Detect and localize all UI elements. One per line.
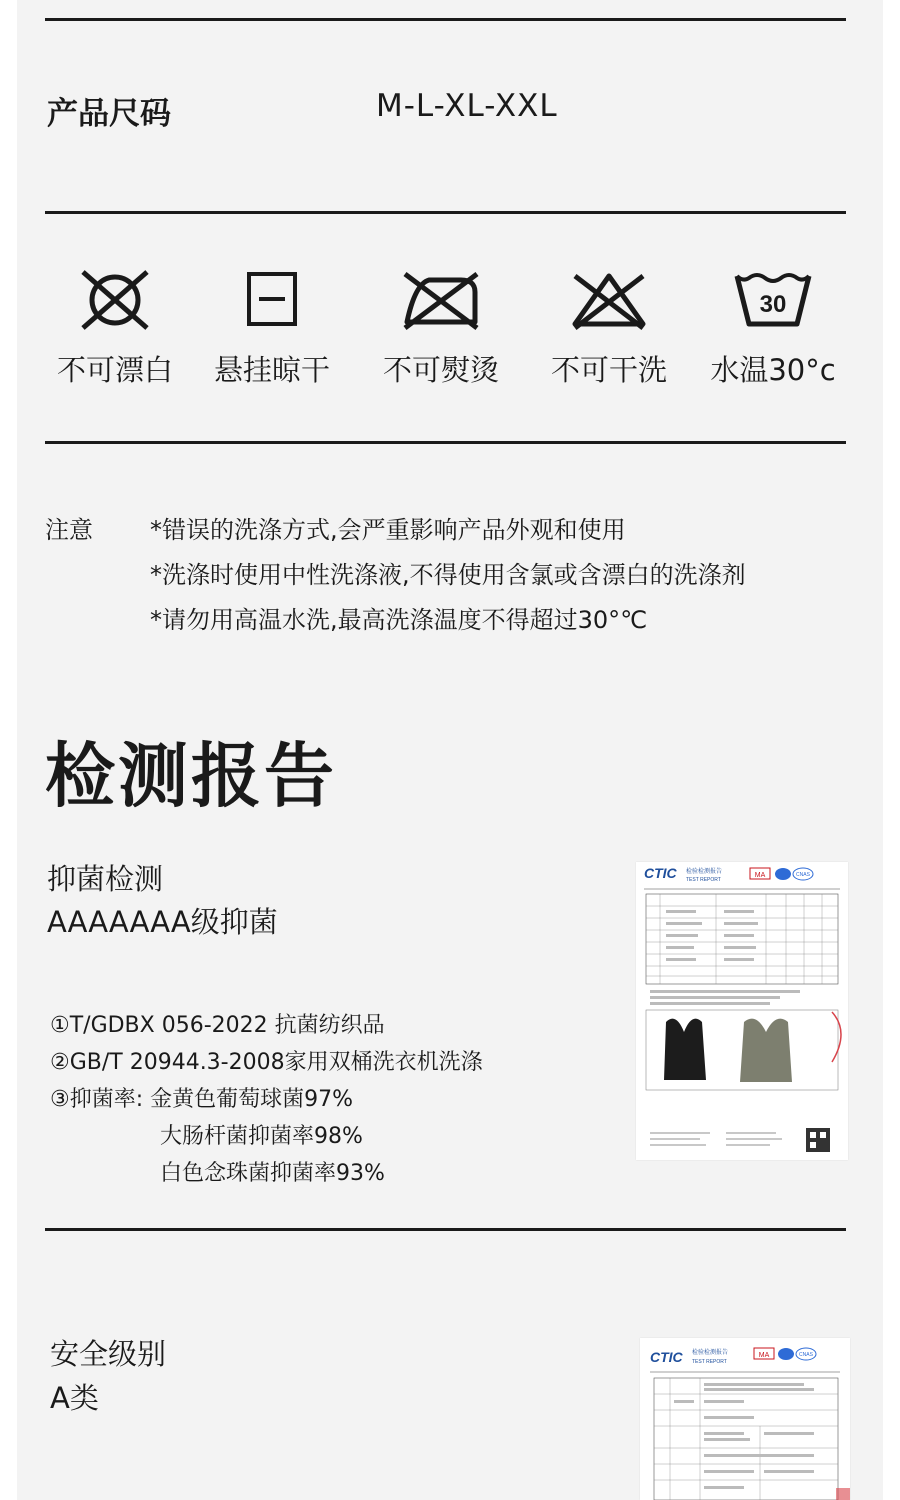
antibacterial-title: 抑菌检测 [47, 862, 164, 896]
cma-badge: MA [754, 872, 766, 879]
ctic-logo: CTIC [644, 865, 677, 881]
divider [45, 441, 846, 444]
care-label: 不可干洗 [550, 353, 667, 387]
report-doc-title: 检验检测报告 [686, 868, 723, 875]
care-label: 水温30°c [710, 353, 836, 387]
report-doc-subtitle: TEST REPORT [692, 1359, 727, 1365]
note-line: *错误的洗涤方式,会严重影响产品外观和使用 [150, 516, 626, 544]
safety-title: 安全级别 [50, 1337, 167, 1371]
care-item-wash-30 [698, 270, 848, 389]
no-iron-icon [401, 270, 481, 330]
standard-line: ③抑菌率: 金黄色葡萄球菌97% [50, 1087, 354, 1112]
report-doc-subtitle: TEST REPORT [686, 877, 721, 883]
standard-line: ②GB/T 20944.3-2008家用双桶洗衣机洗涤 [50, 1050, 483, 1075]
ctic-logo: CTIC [650, 1349, 683, 1365]
divider [45, 211, 846, 214]
cnas-badge: CNAS [796, 872, 810, 878]
divider [45, 18, 846, 21]
note-line: *请勿用高温水洗,最高洗涤温度不得超过30°℃ [150, 606, 648, 634]
wash-30-icon [733, 270, 813, 330]
divider [45, 1228, 846, 1231]
care-label: 不可漂白 [56, 353, 173, 387]
standard-line: ①T/GDBX 056-2022 抗菌纺织品 [50, 1013, 385, 1038]
care-item-no-iron [366, 270, 516, 389]
size-label: 产品尺码 [47, 96, 171, 132]
size-value: M-L-XL-XXL [376, 88, 558, 124]
care-label: 悬挂晾干 [213, 353, 330, 387]
note-line: *洗涤时使用中性洗涤液,不得使用含氯或含漂白的洗涤剂 [150, 561, 746, 589]
cnas-badge: CNAS [799, 1352, 813, 1358]
care-item-no-bleach [40, 270, 190, 389]
standard-line: 白色念珠菌抑菌率93% [160, 1161, 385, 1186]
hang-dry-icon [232, 270, 312, 330]
no-dry-clean-icon [569, 270, 649, 330]
no-bleach-icon [75, 270, 155, 330]
standard-line: 大肠杆菌抑菌率98% [160, 1124, 363, 1149]
report-doc-title: 检验检测报告 [692, 1349, 729, 1356]
test-report-image [636, 862, 848, 1160]
wash-temp-text: 30 [759, 291, 787, 318]
test-report-image [640, 1338, 850, 1500]
care-item-no-dry-clean [534, 270, 684, 389]
care-item-hang-dry [197, 270, 347, 389]
cma-badge: MA [758, 1352, 770, 1359]
antibacterial-grade: AAAAAAA级抑菌 [47, 905, 278, 939]
section-title: 检测报告 [45, 735, 337, 817]
care-label: 不可熨烫 [382, 353, 499, 387]
notes-label: 注意 [45, 516, 93, 544]
safety-grade: A类 [50, 1381, 99, 1415]
